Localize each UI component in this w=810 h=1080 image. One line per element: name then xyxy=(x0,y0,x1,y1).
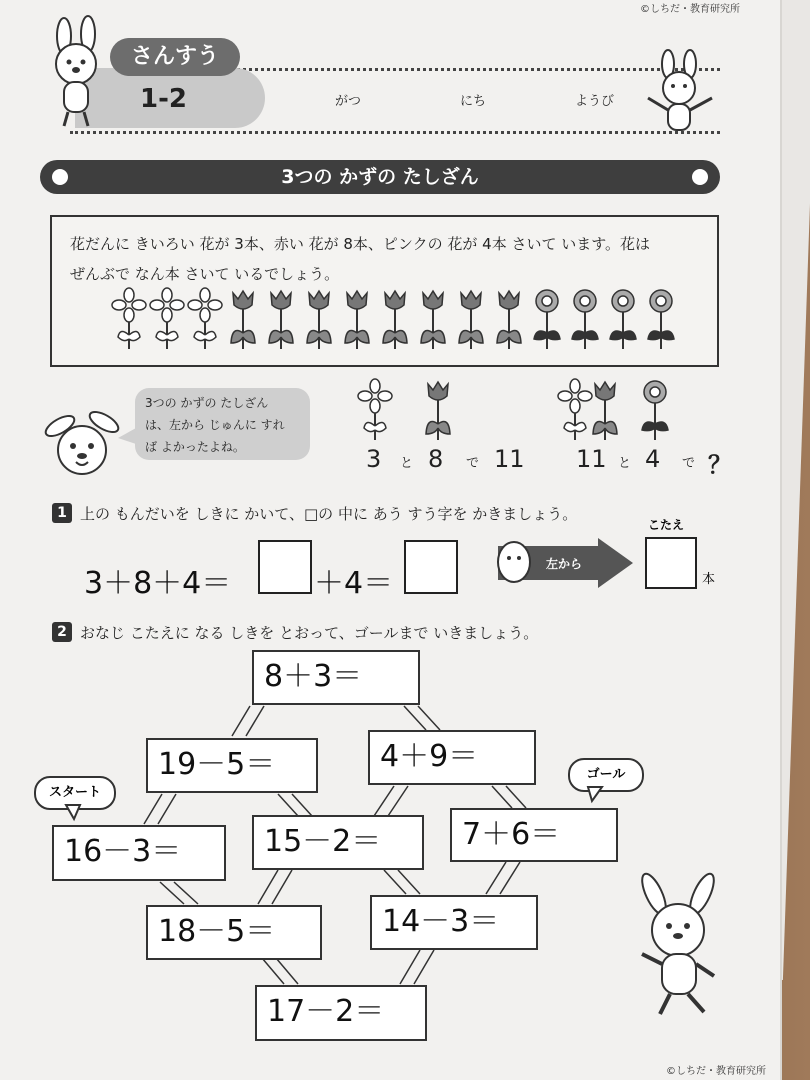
step-d: 4 xyxy=(645,445,661,473)
step-de-1: で xyxy=(466,456,480,471)
rabbit-mascot-bottom xyxy=(624,872,734,1022)
maze-card-19-minus-5[interactable]: 19－5＝ xyxy=(146,738,318,793)
equation-left: 3＋8＋4＝ xyxy=(84,566,232,601)
question-1-badge: 1 xyxy=(52,503,72,523)
answer-label: こたえ xyxy=(648,518,685,532)
step-b: 8 xyxy=(428,445,444,473)
question-2-text: おなじ こたえに なる しきを とおって、ゴールまで いきましょう。 xyxy=(80,624,539,642)
step-to-1: と xyxy=(400,456,414,471)
copyright-bottom: ©しちだ・教育研究所 xyxy=(666,1066,766,1077)
goal-callout: ゴール xyxy=(568,758,644,792)
problem-line-2: ぜんぶで なん本 さいて いるでしょう。 xyxy=(70,265,340,283)
problem-line-1: 花だんに きいろい 花が 3本、赤い 花が 8本、ピンクの 花が 4本 さいて います。花は xyxy=(70,235,651,253)
maze-card-8-plus-3[interactable]: 8＋3＝ xyxy=(252,650,420,705)
step-de-2: で xyxy=(682,456,696,471)
goal-callout-tail xyxy=(588,787,604,803)
start-callout-tail xyxy=(66,805,82,821)
day-label: にち xyxy=(460,94,487,109)
step-c: 11 xyxy=(576,445,607,473)
maze-card-4-plus-9[interactable]: 4＋9＝ xyxy=(368,730,536,785)
maze-card-18-minus-5[interactable]: 18－5＝ xyxy=(146,905,322,960)
maze-card-7-plus-6[interactable]: 7＋6＝ xyxy=(450,808,618,862)
maze-card-15-minus-2[interactable]: 15－2＝ xyxy=(252,815,424,870)
unit-label: 本 xyxy=(702,572,716,587)
hint-line-1: 3つの かずの たしざん xyxy=(145,396,269,410)
step-sum: 11 xyxy=(494,445,525,473)
question-2-badge: 2 xyxy=(52,622,72,642)
copyright-top: ©しちだ・教育研究所 xyxy=(640,4,740,15)
maze-card-16-minus-3[interactable]: 16－3＝ xyxy=(52,825,226,881)
maze-card-17-minus-2[interactable]: 17－2＝ xyxy=(255,985,427,1041)
question-1-text: 上の もんだいを しきに かいて、□の 中に あう すう字を かきましょう。 xyxy=(80,505,578,523)
subject-title: さんすう xyxy=(110,38,240,76)
hint-line-2: は、左から じゅんに すれ xyxy=(145,418,285,432)
equation-mid: ＋4＝ xyxy=(314,566,394,601)
step-to-2: と xyxy=(618,456,632,471)
arrow-label: 左から xyxy=(546,557,583,571)
section-title: 3つの かずの たしざん xyxy=(281,166,479,188)
maze-card-14-minus-3[interactable]: 14－3＝ xyxy=(370,895,538,950)
step-a: 3 xyxy=(366,445,382,473)
lesson-number: 1-2 xyxy=(140,84,187,114)
weekday-label: ようび xyxy=(575,94,615,109)
month-label: がつ xyxy=(335,94,362,109)
start-callout: スタート xyxy=(34,776,116,810)
step-question: ？ xyxy=(708,451,732,479)
hint-line-3: ば よかったよね。 xyxy=(145,440,245,454)
